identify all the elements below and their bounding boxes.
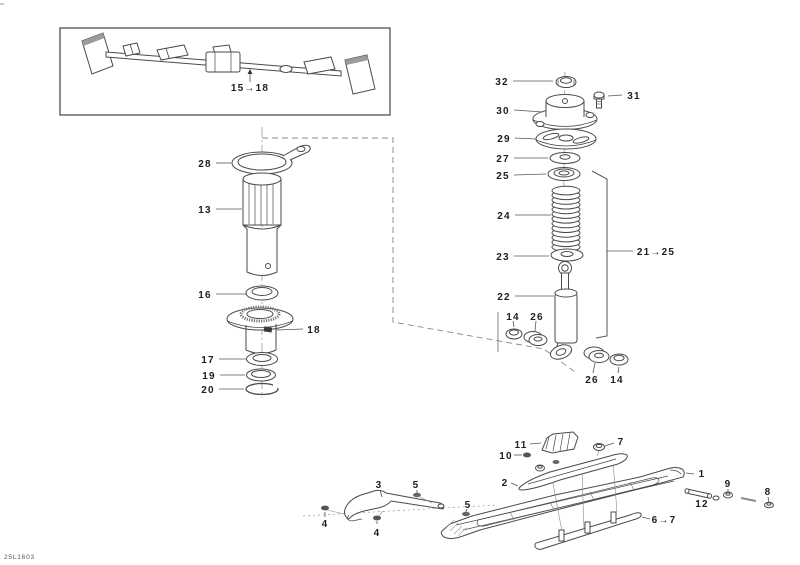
part-10-screw (523, 453, 531, 458)
callout-20: 20 (201, 385, 215, 396)
part-7-nut-top (594, 444, 605, 457)
part-22-shock-absorber (548, 262, 577, 362)
callout-25: 25 (496, 171, 510, 182)
callout-1: 1 (698, 469, 706, 480)
callout-5b: 5 (464, 500, 472, 511)
callout-23: 23 (496, 252, 510, 263)
callout-27: 27 (496, 154, 510, 165)
callout-12: 12 (695, 499, 709, 510)
callout-13: 13 (198, 205, 212, 216)
part-6-7-runner (535, 512, 641, 549)
callout-11: 11 (514, 440, 528, 451)
callout-14-left: 14 (506, 312, 520, 323)
part-27-washer (550, 153, 580, 164)
callout-26-left: 26 (530, 312, 544, 323)
callout-29: 29 (497, 134, 511, 145)
callout-19: 19 (202, 371, 216, 382)
part-29-slotted-plate (536, 129, 596, 149)
callout-16: 16 (198, 290, 212, 301)
center-axis-lines (262, 72, 565, 398)
inset-tie-rod-assembly (60, 28, 390, 115)
callout-32: 32 (495, 77, 509, 88)
part-17-seal-ring (247, 353, 278, 366)
callout-24: 24 (497, 211, 511, 222)
part-19-seal-ring (247, 369, 276, 381)
part-26-spacer-left (524, 332, 547, 346)
callout-range-6-7: 6→7 (651, 515, 677, 526)
part-13-steering-spindle (243, 173, 281, 276)
drawing-part-code: 25L1603 (4, 554, 35, 561)
callout-22: 22 (497, 292, 511, 303)
callout-2: 2 (501, 478, 509, 489)
bracket-21-25-range (592, 171, 633, 338)
part-16-washer (246, 286, 278, 300)
part-31-bolt (594, 92, 604, 108)
part-32-nut (556, 77, 576, 88)
part-23-spring-seat (551, 249, 583, 261)
callout-9: 9 (724, 479, 732, 490)
callout-4a: 4 (321, 519, 329, 530)
part-14-nut-right (610, 354, 628, 365)
part-28-retainer-ring (232, 145, 310, 174)
callout-3: 3 (375, 480, 383, 491)
part-18-housing-with-fitting (227, 307, 293, 354)
callout-10: 10 (499, 451, 513, 462)
callout-range-15-18: 15→18 (230, 83, 270, 94)
part-14-nut-left (506, 329, 522, 339)
callout-18: 18 (307, 325, 321, 336)
callout-31: 31 (627, 91, 641, 102)
part-3-ski-handle (345, 490, 445, 521)
part-26-spacer-right (584, 347, 609, 363)
callout-8: 8 (764, 487, 772, 498)
callout-5a: 5 (412, 480, 420, 491)
callout-17: 17 (201, 355, 215, 366)
callout-7: 7 (617, 437, 625, 448)
callout-range-21-25: 21→25 (636, 247, 676, 258)
callout-26-right: 26 (585, 375, 599, 386)
part-24-coil-spring (552, 186, 580, 251)
part-11-rubber-damper (542, 432, 578, 453)
callout-4b: 4 (373, 528, 381, 539)
callout-30: 30 (496, 106, 510, 117)
callout-14-right: 14 (610, 375, 624, 386)
part-25-bearing (548, 168, 580, 181)
callout-28: 28 (198, 159, 212, 170)
part-9-nut (724, 492, 733, 498)
